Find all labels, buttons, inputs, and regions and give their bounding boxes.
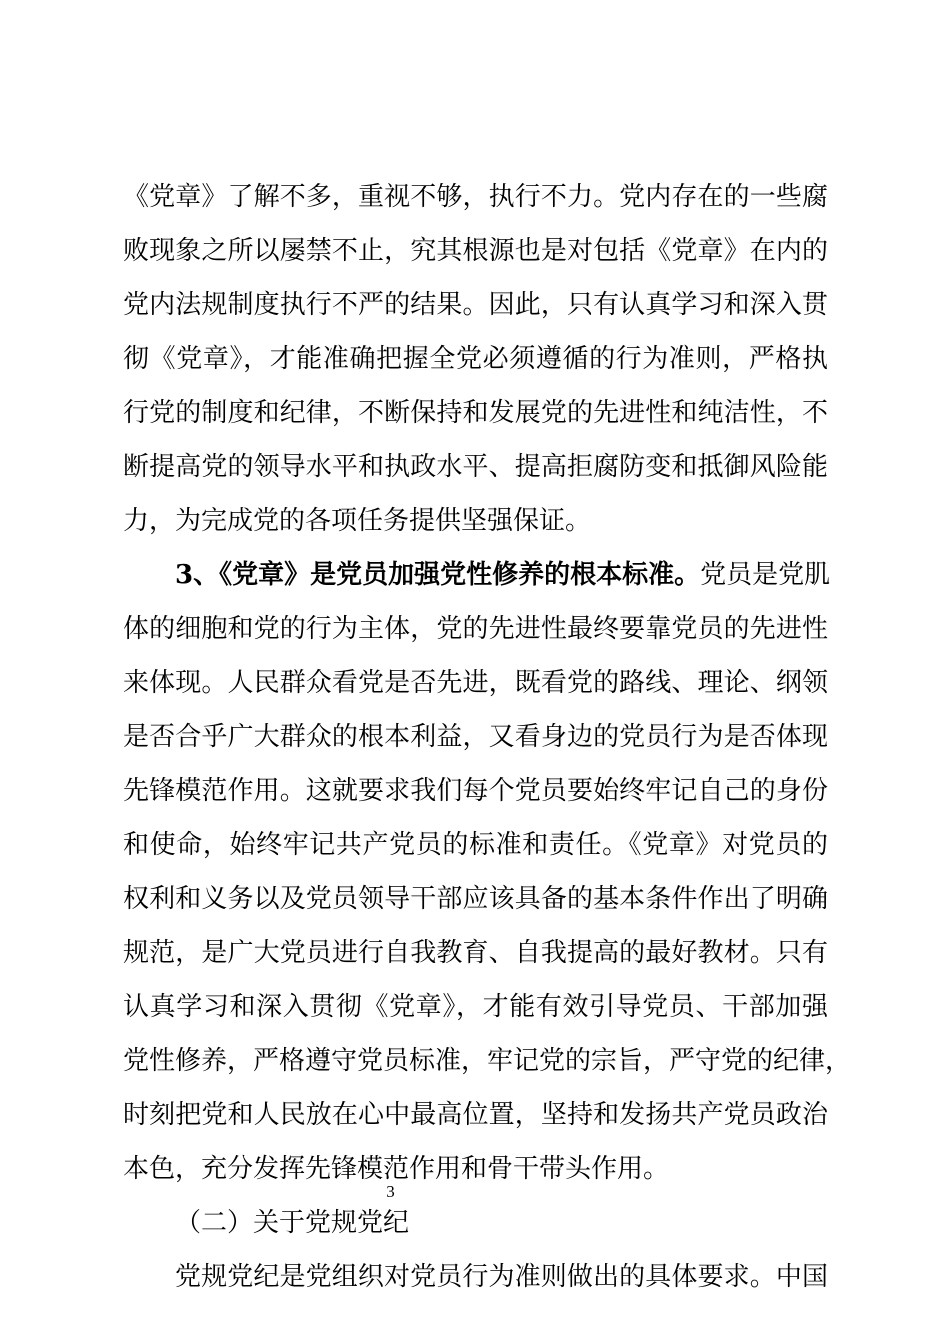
paragraph-line: 《党章》了解不多，重视不够，执行不力。党内存在的一些腐 [123, 182, 828, 212]
paragraph-line: 规范，是广大党员进行自我教育、自我提高的最好教材。只有 [123, 938, 828, 968]
paragraph-line: 和使命，始终牢记共产党员的标准和责任。《党章》对党员的 [123, 830, 828, 860]
paragraph-line: 本色，充分发挥先锋模范作用和骨干带头作用。 [123, 1154, 670, 1184]
paragraph-line: 党内法规制度执行不严的结果。因此，只有认真学习和深入贯 [123, 290, 828, 320]
paragraph-line: 彻《党章》，才能准确把握全党必须遵循的行为准则，严格执 [123, 344, 828, 374]
paragraph-line: 体的细胞和党的行为主体，党的先进性最终要靠党员的先进性 [123, 614, 828, 644]
paragraph-first-line: 党规党纪是党组织对党员行为准则做出的具体要求。中国 [175, 1262, 828, 1292]
paragraph-line: 是否合乎广大群众的根本利益，又看身边的党员行为是否体现 [123, 722, 828, 752]
body-text [123, 170, 852, 1304]
paragraph-first-line [123, 548, 831, 602]
paragraph-line: 败现象之所以屡禁不止，究其根源也是对包括《党章》在内的 [123, 236, 828, 266]
paragraph-line: 认真学习和深入贯彻《党章》，才能有效引导党员、干部加强 [123, 992, 828, 1022]
paragraph-line: 时刻把党和人民放在心中最高位置，坚持和发扬共产党员政治 [123, 1100, 828, 1130]
paragraph-line: 权利和义务以及党员领导干部应该具备的基本条件作出了明确 [123, 884, 828, 914]
paragraph-line: 力，为完成党的各项任务提供坚强保证。 [123, 506, 592, 536]
paragraph-line: 行党的制度和纪律，不断保持和发展党的先进性和纯洁性，不 [123, 398, 828, 428]
paragraph-line: 断提高党的领导水平和执政水平、提高拒腐防变和抵御风险能 [123, 452, 828, 482]
paragraph-line: 先锋模范作用。这就要求我们每个党员要始终牢记自己的身份 [123, 776, 828, 806]
page-number: 3 [386, 1182, 395, 1201]
paragraph-line: 党性修养，严格遵守党员标准，牢记党的宗旨，严守党的纪律， [123, 1046, 852, 1076]
numbered-heading: 3、《党章》是党员加强党性修养的根本标准。 [175, 560, 701, 590]
paragraph-line: 来体现。人民群众看党是否先进，既看党的路线、理论、纲领 [123, 668, 828, 698]
section-heading: （二）关于党规党纪 [175, 1208, 410, 1238]
paragraph-text: 党员是党肌 [700, 560, 831, 590]
